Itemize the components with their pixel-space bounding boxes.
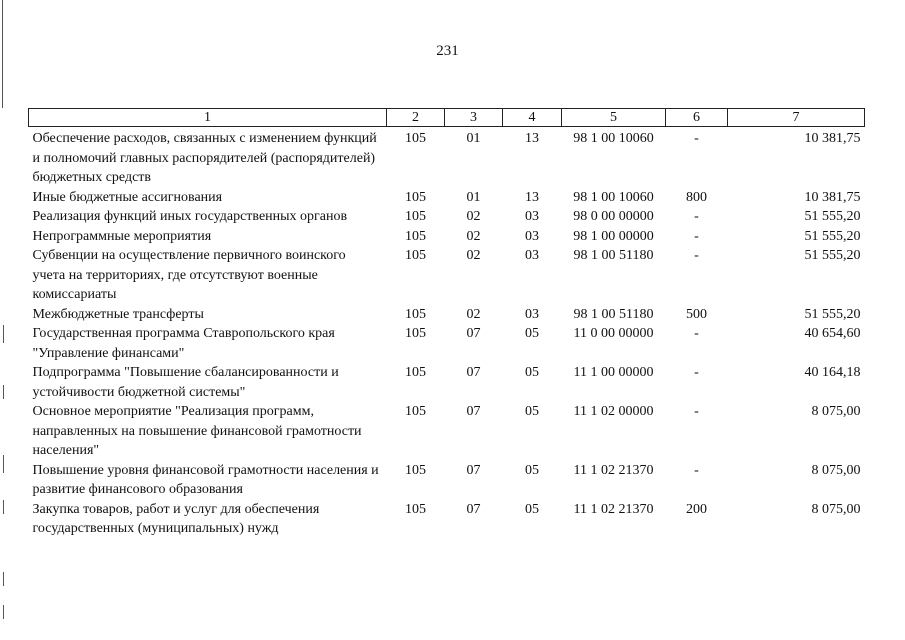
scan-margin-mark — [3, 572, 4, 586]
table-row — [29, 127, 865, 188]
scan-margin-mark — [3, 385, 4, 399]
cell-col3: 02 — [466, 228, 481, 244]
cell-col4: 13 — [525, 189, 539, 205]
table-header-row — [29, 109, 865, 127]
scan-margin-mark — [2, 0, 3, 108]
cell-name: Закупка товаров, работ и услуг для обеспечения государственных (муниципальных) нужд — [32, 501, 320, 536]
cell-col4: 05 — [525, 365, 539, 380]
cell-col7: 51 555,20 — [804, 228, 861, 244]
cell-col6: - — [694, 131, 699, 146]
cell-col6: - — [694, 228, 699, 244]
cell-col2: 105 — [405, 189, 426, 205]
cell-col2: 105 — [405, 501, 426, 517]
cell-name: Иные бюджетные ассигнования — [32, 189, 223, 205]
cell-col3: 07 — [466, 462, 481, 478]
table-row — [29, 363, 865, 402]
cell-col5: 98 1 00 51180 — [573, 248, 654, 263]
cell-col6: 200 — [686, 501, 707, 517]
column-header: 4 — [503, 109, 562, 127]
cell-col4: 05 — [525, 501, 539, 517]
table-row — [29, 227, 865, 247]
cell-name: Государственная программа Ставропольского края "Управление финансами" — [32, 326, 335, 361]
cell-col2: 105 — [405, 306, 426, 322]
table-row — [29, 246, 865, 305]
cell-col4: 03 — [525, 209, 539, 224]
table-body — [29, 127, 865, 539]
column-header: 3 — [445, 109, 503, 127]
cell-col7: 10 381,75 — [804, 131, 861, 146]
cell-col5: 98 1 00 10060 — [573, 189, 654, 205]
scan-margin-mark — [3, 500, 4, 514]
cell-col2: 105 — [405, 462, 426, 478]
table-row — [29, 500, 865, 539]
cell-col5: 98 1 00 00000 — [573, 228, 654, 244]
page-number: 231 — [436, 43, 459, 59]
cell-col3: 02 — [466, 248, 481, 263]
cell-col2: 105 — [405, 228, 426, 244]
column-header: 5 — [562, 109, 666, 127]
column-header: 7 — [728, 109, 865, 127]
cell-col6: - — [694, 462, 699, 478]
cell-name: Основное мероприятие "Реализация программ, направленных на повышение финансовой грамотности населения" — [32, 404, 362, 458]
table-row — [29, 402, 865, 461]
cell-col5: 11 1 00 00000 — [573, 365, 654, 380]
table-row — [29, 188, 865, 208]
cell-col4: 05 — [525, 404, 539, 419]
cell-col5: 11 1 02 21370 — [573, 501, 654, 517]
cell-col5: 11 1 02 00000 — [573, 404, 654, 419]
cell-name: Обеспечение расходов, связанных с изменением функций и полномочий главных распорядителей (распорядителей) бюджетных средств — [32, 131, 377, 185]
cell-col3: 07 — [466, 326, 481, 341]
column-header: 1 — [29, 109, 387, 127]
cell-col6: - — [694, 248, 699, 263]
cell-col7: 51 555,20 — [804, 306, 861, 322]
cell-col5: 11 1 02 21370 — [573, 462, 654, 478]
cell-col4: 03 — [525, 306, 539, 322]
cell-name: Повышение уровня финансовой грамотности населения и развитие финансового образования — [32, 462, 379, 497]
table-row — [29, 324, 865, 363]
cell-col5: 11 0 00 00000 — [573, 326, 654, 341]
cell-col4: 05 — [525, 326, 539, 341]
cell-col6: - — [694, 209, 699, 224]
column-header: 2 — [387, 109, 445, 127]
cell-col2: 105 — [405, 326, 426, 341]
cell-col3: 01 — [466, 131, 481, 146]
cell-col4: 05 — [525, 462, 539, 478]
cell-col7: 40 164,18 — [804, 365, 861, 380]
cell-col4: 03 — [525, 228, 539, 244]
cell-col2: 105 — [405, 404, 426, 419]
scan-margin-mark — [3, 325, 4, 343]
cell-col7: 8 075,00 — [811, 462, 861, 478]
cell-col3: 02 — [466, 306, 481, 322]
scan-margin-mark — [3, 455, 4, 473]
table-row — [29, 305, 865, 325]
cell-col3: 01 — [466, 189, 481, 205]
cell-col3: 07 — [466, 365, 481, 380]
cell-col2: 105 — [405, 209, 426, 224]
cell-col5: 98 1 00 10060 — [573, 131, 654, 146]
cell-col6: - — [694, 365, 699, 380]
cell-col7: 51 555,20 — [804, 248, 861, 263]
cell-name: Субвенции на осуществление первичного воинского учета на территориях, где отсутствуют военные комиссариаты — [32, 248, 346, 302]
cell-name: Межбюджетные трансферты — [32, 306, 204, 322]
cell-col5: 98 1 00 51180 — [573, 306, 654, 322]
cell-col5: 98 0 00 00000 — [573, 209, 654, 224]
cell-col3: 07 — [466, 404, 481, 419]
cell-col4: 13 — [525, 131, 539, 146]
table-row — [29, 461, 865, 500]
cell-col6: - — [694, 404, 699, 419]
budget-table — [28, 108, 865, 539]
cell-col7: 8 075,00 — [811, 404, 861, 419]
cell-col4: 03 — [525, 248, 539, 263]
cell-col3: 02 — [466, 209, 481, 224]
cell-col2: 105 — [405, 248, 426, 263]
cell-name: Подпрограмма "Повышение сбалансированности и устойчивости бюджетной системы" — [32, 365, 339, 400]
cell-col2: 105 — [405, 365, 426, 380]
cell-col7: 40 654,60 — [804, 326, 861, 341]
cell-name: Реализация функций иных государственных органов — [32, 209, 348, 224]
cell-col6: 500 — [686, 306, 707, 322]
cell-col6: - — [694, 326, 699, 341]
cell-name: Непрограммные мероприятия — [32, 228, 212, 244]
scan-margin-mark — [3, 605, 4, 619]
cell-col2: 105 — [405, 131, 426, 146]
cell-col3: 07 — [466, 501, 481, 517]
table-row — [29, 207, 865, 227]
cell-col6: 800 — [686, 189, 707, 205]
cell-col7: 51 555,20 — [804, 209, 861, 224]
cell-col7: 8 075,00 — [811, 501, 861, 517]
cell-col7: 10 381,75 — [804, 189, 861, 205]
column-header: 6 — [666, 109, 728, 127]
